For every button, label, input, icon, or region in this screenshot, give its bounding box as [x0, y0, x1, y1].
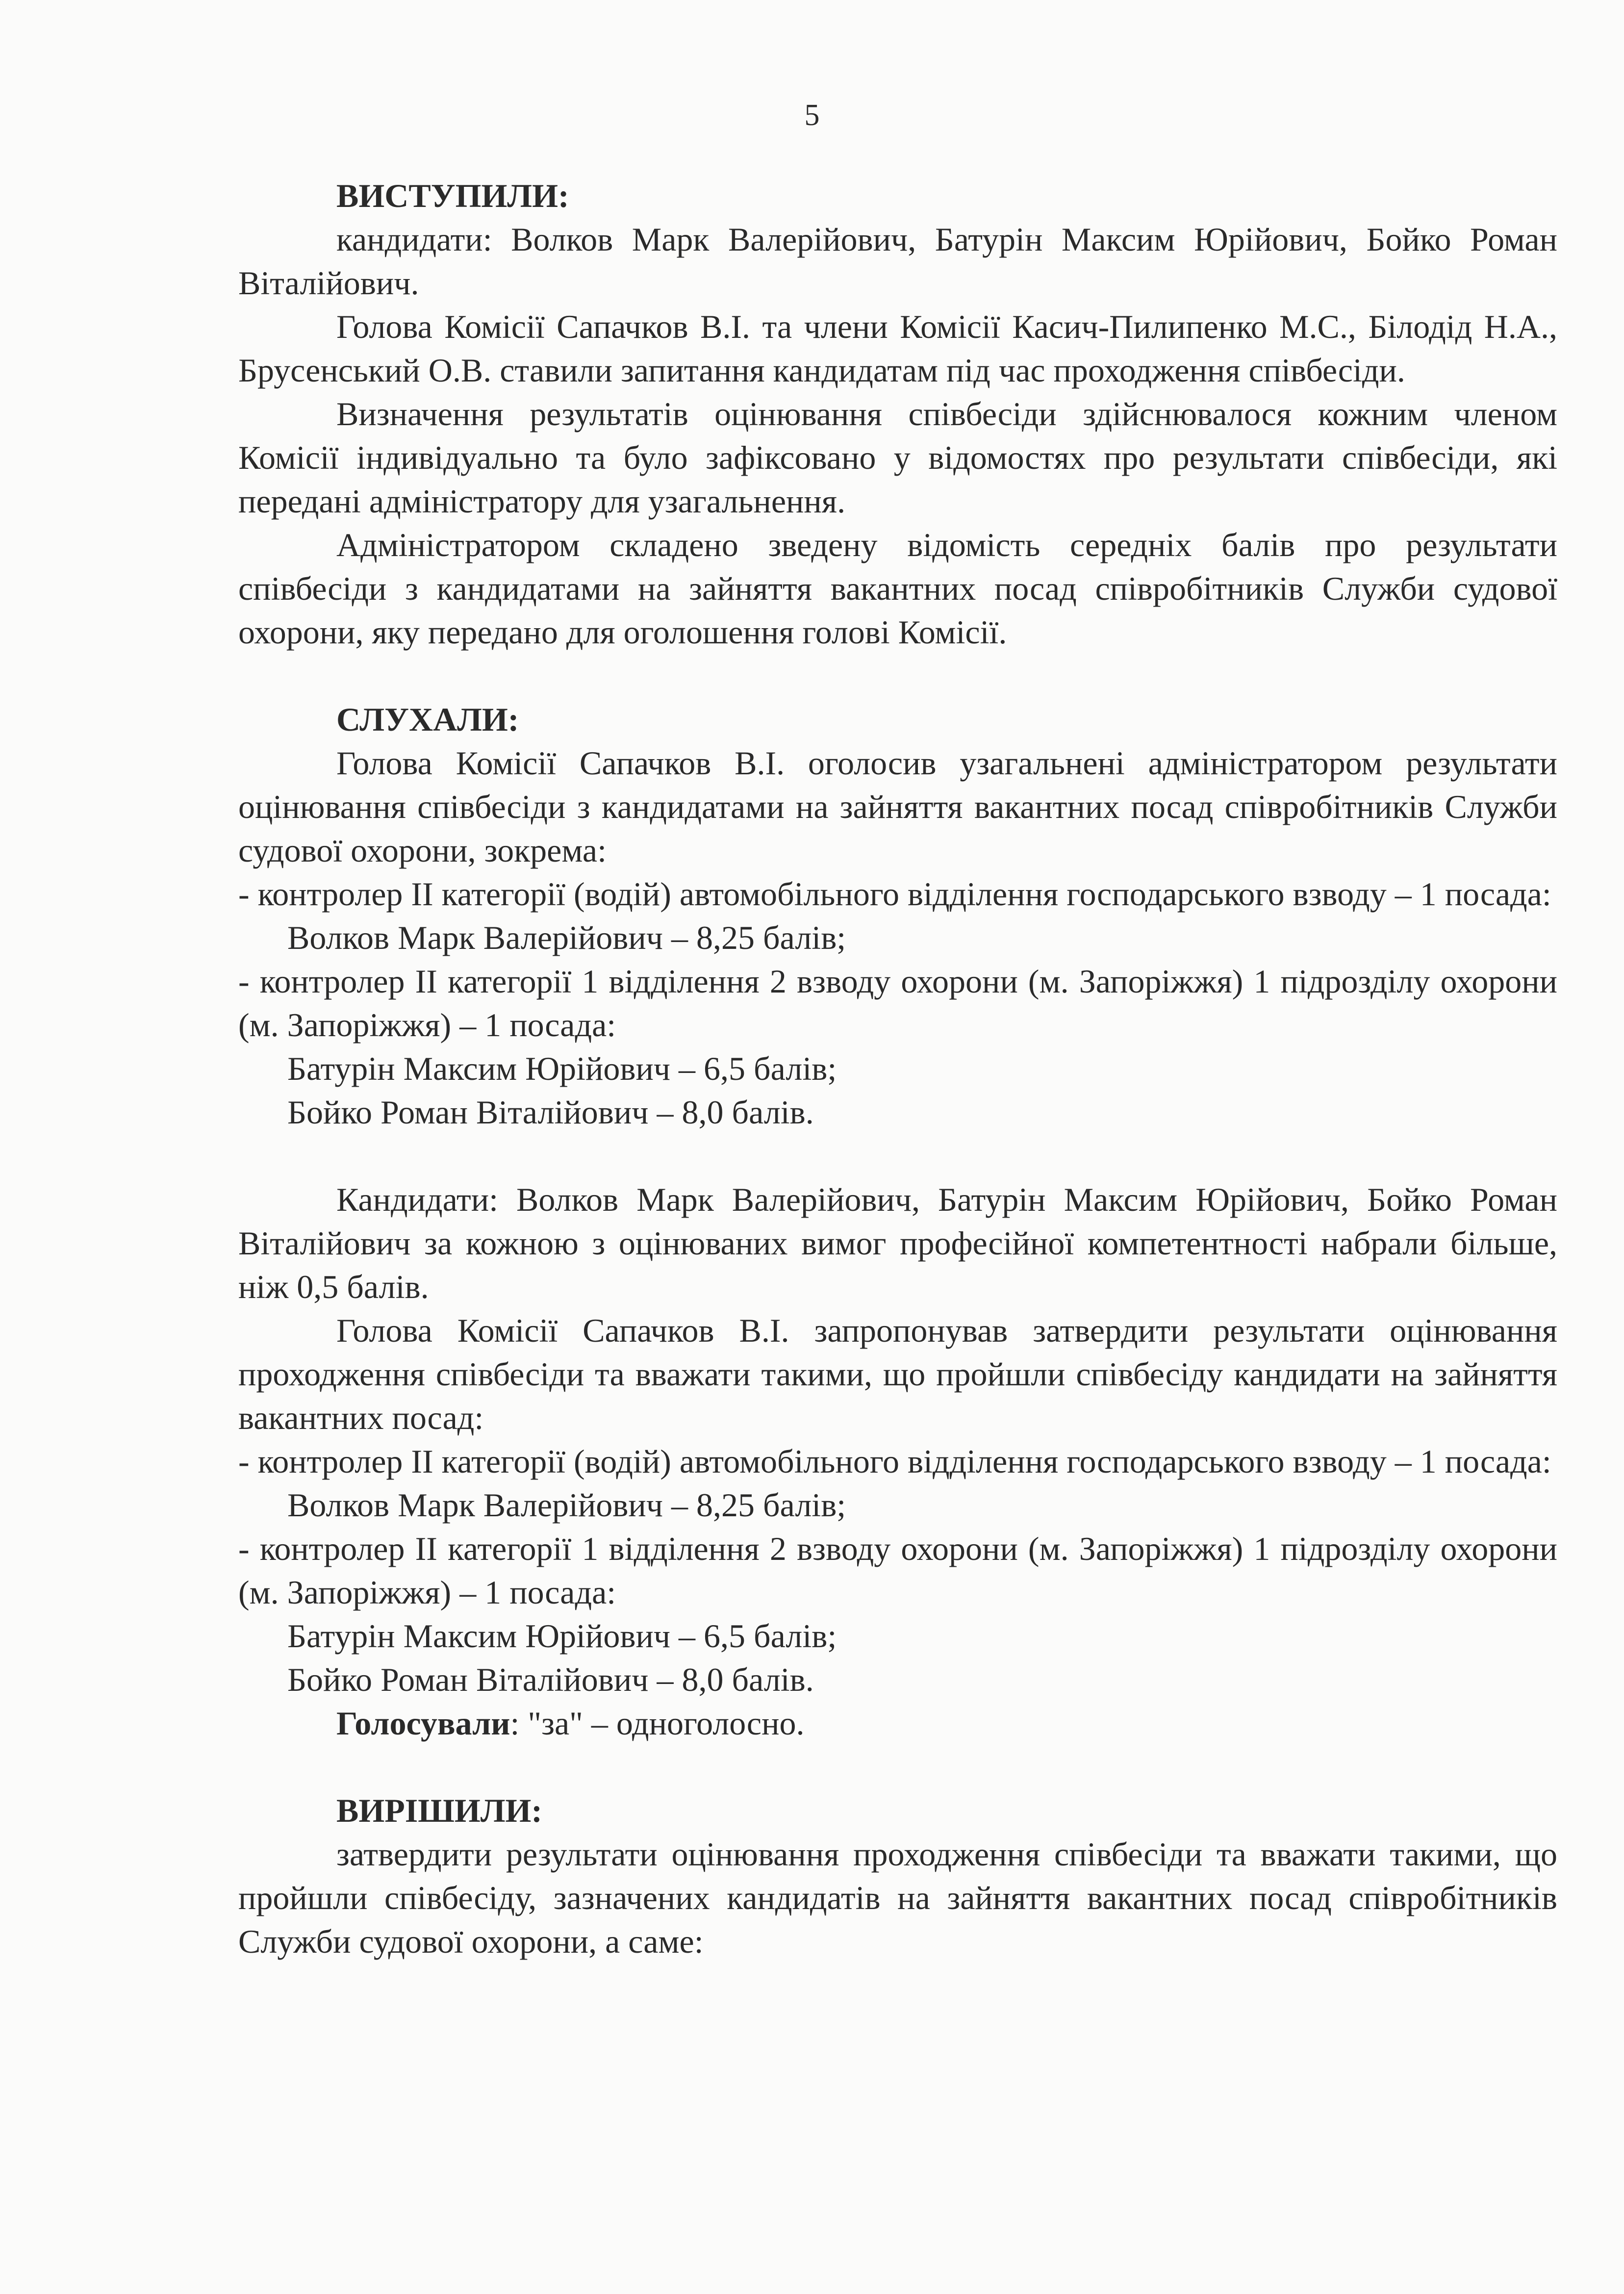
paragraph: Кандидати: Волков Марк Валерійович, Батурін Максим Юрійович, Бойко Роман Віталійович за кожною з оцінюваних вимог професійної компетентності набрали більше, ніж 0,5 балів.: [238, 1181, 1557, 1305]
spacer: [238, 1134, 1557, 1178]
vote-label: Голосували: [336, 1705, 510, 1742]
section-heading-vystupyly: ВИСТУПИЛИ:: [336, 177, 569, 214]
position-item: - контролер II категорії 1 відділення 2 взводу охорони (м. Запоріжжя) 1 підрозділу охорони (м. Запоріжжя) – 1 посада:: [238, 963, 1557, 1044]
paragraph: кандидати: Волков Марк Валерійович, Батурін Максим Юрійович, Бойко Роман Віталійович.: [238, 221, 1557, 302]
candidate-score: Волков Марк Валерійович – 8,25 балів;: [287, 919, 846, 956]
section-heading-vyrishyly: ВИРІШИЛИ:: [336, 1792, 543, 1829]
section-heading-slukhaly: СЛУХАЛИ:: [336, 701, 519, 738]
spacer: [238, 1745, 1557, 1789]
paragraph: Визначення результатів оцінювання співбесіди здійснювалося кожним членом Комісії індивідуально та було зафіксовано у відомостях про результати співбесіди, які передані адміністратору для узагальнення.: [238, 395, 1557, 520]
paragraph: Адміністратором складено зведену відомість середніх балів про результати співбесіди з кандидатами на зайняття вакантних посад співробітників Служби судової охорони, яку передано для оголошення голові Комісії.: [238, 526, 1557, 651]
vote-result: [238, 1702, 1557, 1745]
candidate-score: Бойко Роман Віталійович – 8,0 балів.: [287, 1094, 814, 1131]
paragraph: Голова Комісії Сапачков В.І. оголосив узагальнені адміністратором результати оцінювання співбесіди з кандидатами на зайняття вакантних посад співробітників Служби судової охорони, зокрема:: [238, 744, 1557, 869]
candidate-score: Бойко Роман Віталійович – 8,0 балів.: [287, 1661, 814, 1698]
candidate-score: Батурін Максим Юрійович – 6,5 балів;: [287, 1050, 837, 1087]
candidate-score: Волков Марк Валерійович – 8,25 балів;: [287, 1486, 846, 1524]
document-body: [238, 174, 1557, 1963]
paragraph: Голова Комісії Сапачков В.І. та члени Комісії Касич-Пилипенко М.С., Білодід Н.А., Брусенський О.В. ставили запитання кандидатам під час проходження співбесіди.: [238, 308, 1557, 389]
candidate-score: Батурін Максим Юрійович – 6,5 балів;: [287, 1617, 837, 1655]
paragraph: затвердити результати оцінювання проходження співбесіди та вважати такими, що пройшли співбесіду, зазначених кандидатів на зайняття вакантних посад співробітників Служби судової охорони, а саме:: [238, 1835, 1557, 1960]
position-item: - контролер II категорії 1 відділення 2 взводу охорони (м. Запоріжжя) 1 підрозділу охорони (м. Запоріжжя) – 1 посада:: [238, 1530, 1557, 1611]
position-item: - контролер II категорії (водій) автомобільного відділення господарського взводу – 1 посада:: [238, 1443, 1551, 1480]
paragraph: Голова Комісії Сапачков В.І. запропонував затвердити результати оцінювання проходження співбесіди та вважати такими, що пройшли співбесіду кандидати на зайняття вакантних посад:: [238, 1312, 1557, 1436]
vote-text: : "за" – одноголосно.: [510, 1705, 805, 1742]
page-number: 5: [804, 99, 820, 132]
spacer: [238, 654, 1557, 698]
position-item: - контролер II категорії (водій) автомобільного відділення господарського взводу – 1 посада:: [238, 875, 1551, 913]
